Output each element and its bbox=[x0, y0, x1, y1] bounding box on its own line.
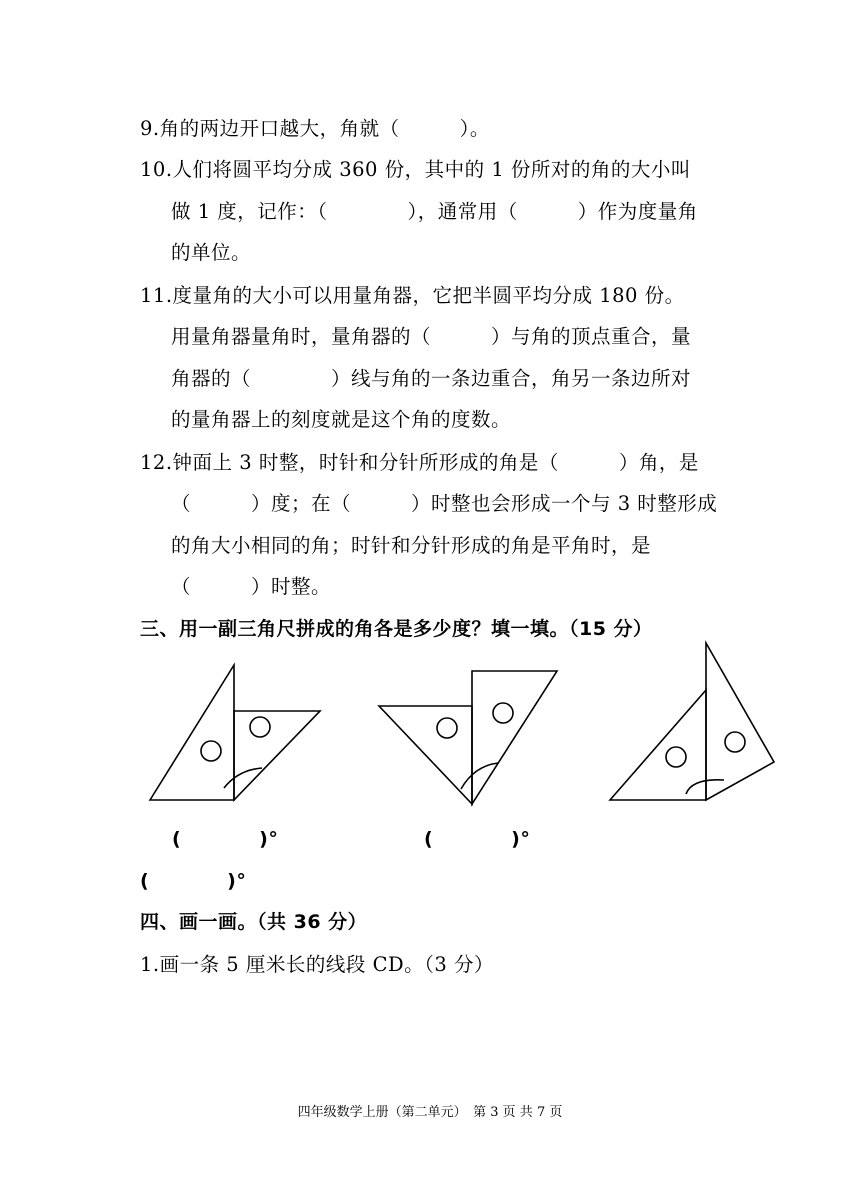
section-4-question-1: 1.画一条 5 厘米长的线段 CD。（3 分） bbox=[140, 953, 495, 976]
figure-3-left-triangle bbox=[610, 690, 706, 800]
answer-blank-1: ( )° bbox=[172, 828, 279, 850]
question-11-line-1: 11.度量角的大小可以用量角器，它把半圆平均分成 180 份。 bbox=[140, 284, 685, 307]
page-footer: 四年级数学上册（第二单元） 第 3 页 共 7 页 bbox=[297, 1105, 563, 1120]
section-3-title: 三、用一副三角尺拼成的角各是多少度？填一填。（15 分） bbox=[140, 618, 653, 640]
answer-blank-3: ( )° bbox=[140, 870, 247, 892]
question-11-line-4: 的量角器上的刻度就是这个角的度数。 bbox=[171, 408, 512, 431]
question-10-line-3: 的单位。 bbox=[171, 241, 252, 264]
question-10-line-1: 10.人们将圆平均分成 360 份，其中的 1 份所对的角的大小叫 bbox=[140, 158, 691, 181]
figure-1-circle-left bbox=[201, 741, 221, 761]
figure-1-right-triangle bbox=[234, 711, 320, 800]
figure-1 bbox=[150, 665, 320, 800]
figure-3 bbox=[610, 643, 774, 800]
question-12-line-3: 的角大小相同的角；时针和分针形成的角是平角时，是 bbox=[171, 534, 652, 557]
question-12-line-2: （ ）度；在（ ）时整也会形成一个与 3 时整形成 bbox=[171, 492, 718, 515]
figure-2-angle-arc bbox=[461, 763, 498, 789]
section-4-title: 四、画一画。（共 36 分） bbox=[140, 911, 368, 933]
figure-2-circle-left bbox=[437, 718, 457, 738]
figure-3-circle-right bbox=[725, 732, 745, 752]
figure-1-left-triangle bbox=[150, 665, 234, 800]
figure-1-circle-right bbox=[250, 717, 270, 737]
figure-2-left-triangle bbox=[379, 706, 472, 804]
answer-blank-2: ( )° bbox=[424, 828, 531, 850]
question-11-line-2: 用量角器量角时，量角器的（ ）与角的顶点重合，量 bbox=[171, 325, 692, 348]
question-9: 9.角的两边开口越大，角就（ ）。 bbox=[140, 117, 490, 140]
figure-2-right-triangle bbox=[472, 671, 557, 804]
question-11-line-3: 角器的（ ）线与角的一条边重合，角另一条边所对 bbox=[171, 367, 692, 390]
question-12-line-4: （ ）时整。 bbox=[171, 575, 332, 598]
question-10-line-2: 做 1 度，记作：（ ），通常用（ ）作为度量角 bbox=[171, 200, 698, 223]
figure-3-right-triangle bbox=[706, 643, 774, 800]
figure-3-circle-left bbox=[666, 747, 686, 767]
question-12-line-1: 12.钟面上 3 时整，时针和分针所形成的角是（ ）角，是 bbox=[140, 451, 699, 474]
figure-2-circle-right bbox=[493, 703, 513, 723]
figure-3-angle-arc bbox=[686, 780, 724, 794]
figure-2 bbox=[379, 671, 557, 804]
